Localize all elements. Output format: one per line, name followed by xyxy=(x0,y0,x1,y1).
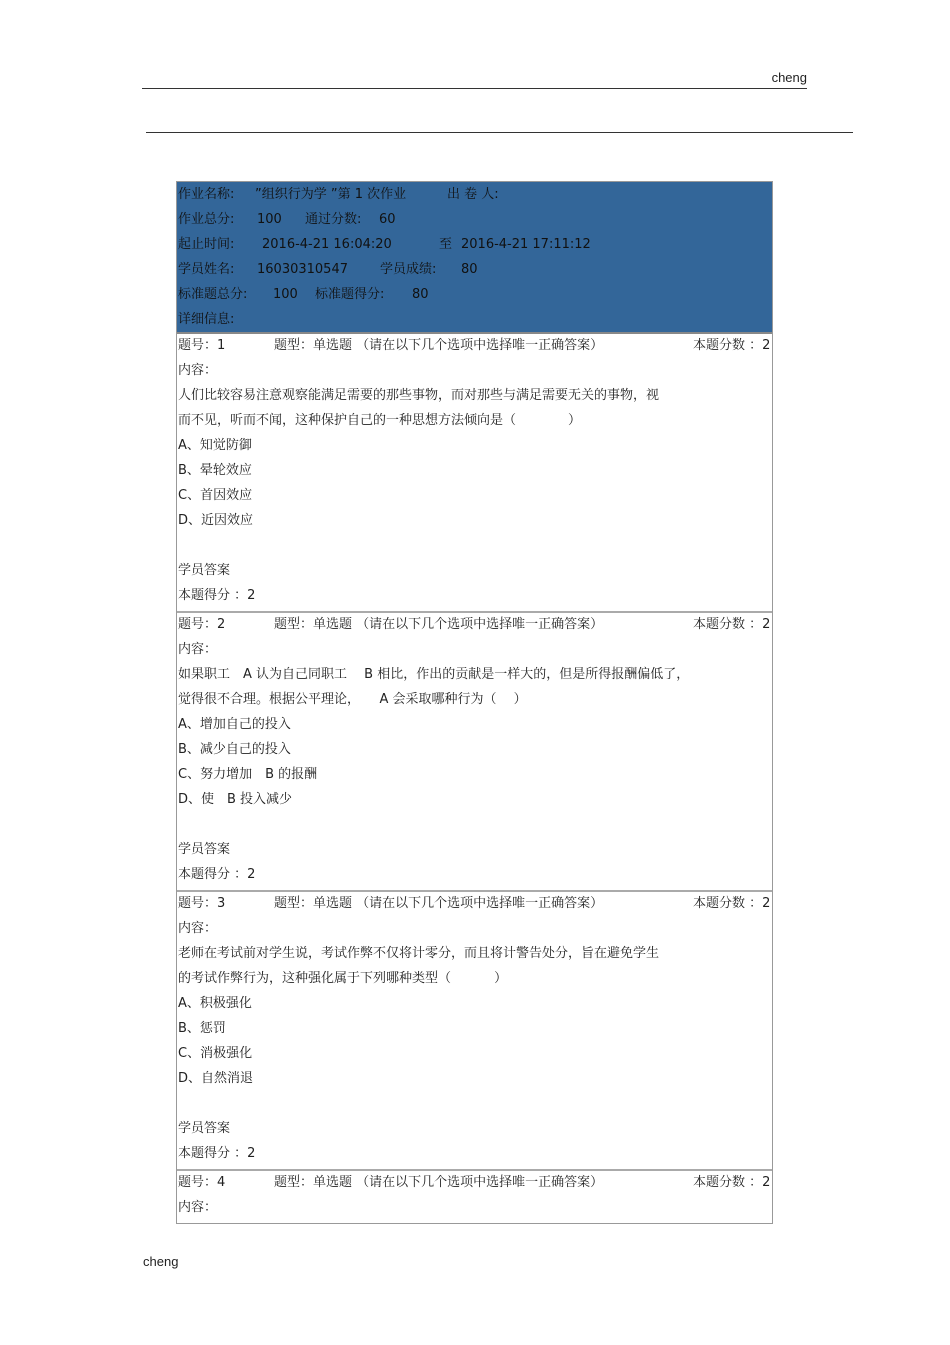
info-row-student xyxy=(177,260,772,285)
student-answer-label: 学员答案 xyxy=(178,1121,231,1136)
option-a: A、增加自己的投入 xyxy=(178,717,291,732)
question-score: 本题得分 ：2 xyxy=(178,1146,256,1161)
assignment-result-panel xyxy=(176,181,773,1224)
header-rule-secondary xyxy=(146,132,853,133)
standard-score-value: 80 xyxy=(412,287,429,302)
question-text-line: 觉得很不合理。根据公平理论， A 会采取哪种行为（ ） xyxy=(178,692,527,707)
author-label: 出 卷 人: xyxy=(447,187,499,202)
content-label: 内容： xyxy=(178,1200,218,1215)
time-label: 起止时间: xyxy=(178,237,235,252)
question-header xyxy=(177,1171,772,1196)
student-name-label: 学员姓名: xyxy=(178,262,235,277)
question-points: 本题分数 ：2 xyxy=(693,1175,771,1190)
option-b: B、晕轮效应 xyxy=(178,463,252,478)
option-b: B、减少自己的投入 xyxy=(178,742,291,757)
content-label: 内容： xyxy=(178,921,218,936)
question-score: 本题得分 ：2 xyxy=(178,867,256,882)
question-type: 题型：单选题 （请在以下几个选项中选择唯一正确答案） xyxy=(274,1175,604,1190)
question-number: 题号：2 xyxy=(178,617,226,632)
spacer xyxy=(177,534,772,559)
question-header xyxy=(177,334,772,359)
start-time-value: 2016-4-21 16:04:20 xyxy=(262,237,392,252)
time-separator: 至 xyxy=(439,237,453,252)
option-a: A、知觉防御 xyxy=(178,438,252,453)
question-number: 题号：1 xyxy=(178,338,226,353)
student-grade-label: 学员成绩: xyxy=(380,262,437,277)
question-block xyxy=(177,892,772,1171)
pass-score-value: 60 xyxy=(379,212,396,227)
question-header xyxy=(177,613,772,638)
student-name-value: 16030310547 xyxy=(257,262,348,277)
standard-score-label: 标准题得分: xyxy=(315,287,385,302)
option-d: D、使 B 投入减少 xyxy=(178,792,293,807)
question-score: 本题得分 ：2 xyxy=(178,588,256,603)
detail-label: 详细信息: xyxy=(178,312,235,327)
option-c: C、首因效应 xyxy=(178,488,253,503)
spacer xyxy=(177,813,772,838)
student-answer-label: 学员答案 xyxy=(178,563,231,578)
option-b: B、惩罚 xyxy=(178,1021,226,1036)
standard-total-value: 100 xyxy=(273,287,298,302)
assignment-name-label: 作业名称: xyxy=(178,187,235,202)
question-text-line: 人们比较容易注意观察能满足需要的那些事物，而对那些与满足需要无关的事物，视 xyxy=(178,388,660,403)
student-grade-value: 80 xyxy=(461,262,478,277)
question-type: 题型：单选题 （请在以下几个选项中选择唯一正确答案） xyxy=(274,617,604,632)
option-a: A、积极强化 xyxy=(178,996,252,1011)
question-type: 题型：单选题 （请在以下几个选项中选择唯一正确答案） xyxy=(274,896,604,911)
pass-score-label: 通过分数: xyxy=(305,212,362,227)
spacer xyxy=(177,1092,772,1117)
question-type: 题型：单选题 （请在以下几个选项中选择唯一正确答案） xyxy=(274,338,604,353)
question-points: 本题分数 ：2 xyxy=(693,896,771,911)
question-points: 本题分数 ：2 xyxy=(693,338,771,353)
question-header xyxy=(177,892,772,917)
option-c: C、消极强化 xyxy=(178,1046,253,1061)
question-block xyxy=(177,1171,772,1221)
content-label: 内容： xyxy=(178,642,218,657)
content-label: 内容： xyxy=(178,363,218,378)
end-time-value: 2016-4-21 17:11:12 xyxy=(461,237,591,252)
question-text-line: 的考试作弊行为，这种强化属于下列哪种类型（ ） xyxy=(178,971,508,986)
info-row-assignment xyxy=(177,185,772,210)
header-author-name: cheng xyxy=(771,70,807,85)
option-d: D、近因效应 xyxy=(178,513,254,528)
standard-total-label: 标准题总分: xyxy=(178,287,248,302)
option-c: C、努力增加 B 的报酬 xyxy=(178,767,318,782)
question-number: 题号：4 xyxy=(178,1175,226,1190)
option-d: D、自然消退 xyxy=(178,1071,254,1086)
info-row-scores xyxy=(177,210,772,235)
question-text-line: 如果职工 A 认为自己同职工 B 相比，作出的贡献是一样大的，但是所得报酬偏低了， xyxy=(178,667,690,682)
student-answer-label: 学员答案 xyxy=(178,842,231,857)
question-block xyxy=(177,613,772,892)
question-number: 题号：3 xyxy=(178,896,226,911)
question-points: 本题分数 ：2 xyxy=(693,617,771,632)
question-block xyxy=(177,334,772,613)
info-row-standard xyxy=(177,285,772,310)
assignment-info-block xyxy=(177,182,772,334)
header-rule xyxy=(142,88,807,89)
question-text-line: 老师在考试前对学生说，考试作弊不仅将计零分，而且将计警告处分，旨在避免学生 xyxy=(178,946,660,961)
total-score-label: 作业总分: xyxy=(178,212,235,227)
question-text-line: 而不见，听而不闻，这种保护自己的一种思想方法倾向是（ ） xyxy=(178,413,582,428)
footer-author-name: cheng xyxy=(143,1254,179,1269)
info-row-detail xyxy=(177,310,772,335)
assignment-name-value: ”组织行为学 ”第 1 次作业 xyxy=(255,187,407,202)
total-score-value: 100 xyxy=(257,212,282,227)
info-row-time xyxy=(177,235,772,260)
